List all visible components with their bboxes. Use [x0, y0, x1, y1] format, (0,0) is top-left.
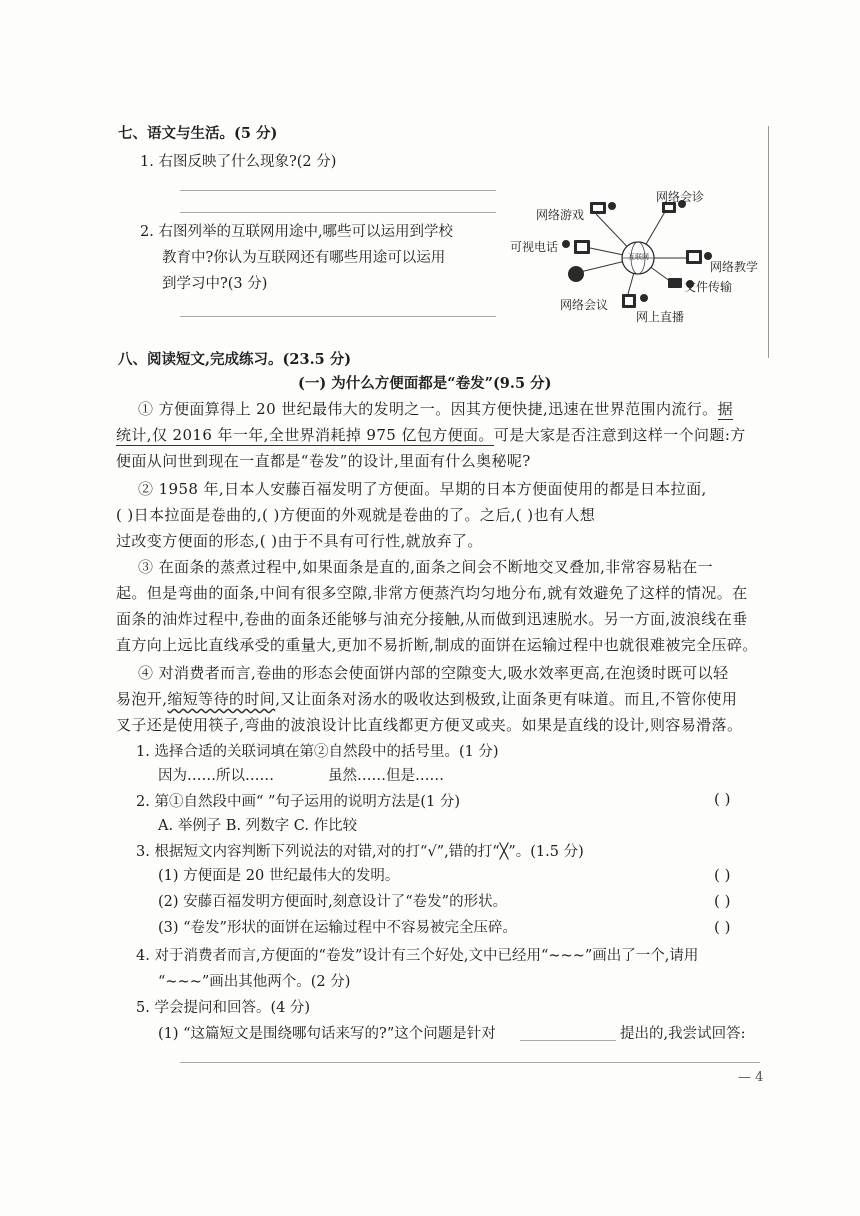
article-title: (一) 为什么方便面都是“卷发”(9.5 分) [298, 375, 552, 392]
exercise-3-item-3: (3) “卷发”形状的面饼在运输过程中不容易被完全压碎。 [158, 920, 517, 936]
network-diagram [510, 186, 770, 346]
answer-line[interactable] [180, 316, 496, 317]
paragraph-4-line-1: ④ 对消费者而言,卷曲的形态会使面饼内部的空隙变大,吸水效率更高,在泡烫时既可以轻 [138, 664, 729, 682]
exercise-3-item-1: (1) 方便面是 20 世纪最伟大的发明。 [158, 868, 400, 884]
network-label-consult: 网络会诊 [656, 190, 705, 204]
paragraph-3-line-2: 起。但是弯曲的面条,中间有很多空隙,非常方便蒸汽均匀地分布,就有效避免了这样的情况。在 [116, 584, 748, 602]
p1-underlined-start: 据 [717, 400, 733, 418]
network-label-meeting: 网络会议 [560, 298, 609, 312]
exercise-5: 5. 学会提问和回答。(4 分) [136, 1000, 311, 1016]
p4-text: ,又让面条对汤水的吸收达到极致,让面条更有味道。而且,不管你使用 [275, 690, 738, 708]
section7-q1: 1. 右图反映了什么现象?(2 分) [140, 154, 337, 170]
exercise-4-line-2: “~~~”画出其他两个。(2 分) [158, 974, 351, 990]
p1-text: 可是大家是否注意到这样一个问题:方 [493, 426, 746, 444]
p4-text: 易泡开, [116, 690, 168, 708]
paragraph-4-line-2 [116, 688, 737, 709]
p1-text: ① 方便面算得上 20 世纪最伟大的发明之一。因其方便快捷,迅速在世界范围内流行。 [138, 400, 718, 418]
paragraph-3-line-3: 面条的油炸过程中,卷曲的面条还能够与油充分接触,从而做到迅速脱水。另一方面,波浪线在垂 [116, 610, 748, 628]
paragraph-1-line-1 [138, 398, 733, 419]
paragraph-2-line-1: ② 1958 年,日本人安藤百福发明了方便面。早期的日本方便面使用的都是日本拉面, [138, 480, 707, 498]
paragraph-2-line-3: 过改变方便面的形态,( )由于不具有可行性,就放弃了。 [116, 532, 483, 550]
paragraph-3-line-4: 直方向上远比直线承受的重量大,更加不易折断,制成的面饼在运输过程中也就很难被完全压碎。 [116, 636, 758, 654]
section7-q2-line2: 教育中?你认为互联网还有哪些用途可以运用 [162, 250, 446, 266]
paragraph-3-line-1: ③ 在面条的蒸煮过程中,如果面条是直的,面条之间会不断地交叉叠加,非常容易粘在一 [138, 558, 714, 576]
network-label-video-call: 可视电话 [510, 240, 559, 254]
exercise-3: 3. 根据短文内容判断下列说法的对错,对的打“√”,错的打“╳”。(1.5 分) [136, 844, 584, 860]
exercise-2-options: A. 举例子 B. 列数字 C. 作比较 [158, 818, 358, 834]
p4-wavy-underlined: 缩短等待的时间 [167, 690, 276, 708]
answer-line[interactable] [180, 212, 496, 213]
p1-underlined-sentence: 统计,仅 2016 年一年,全世界消耗掉 975 亿包方便面。 [116, 426, 494, 444]
exercise-3-item-1-paren[interactable]: ( ) [714, 866, 731, 884]
network-label-file-transfer: 文件传输 [684, 280, 733, 294]
exercise-5-item-1-b: 提出的,我尝试回答: [620, 1026, 746, 1042]
paragraph-4-line-3: 叉子还是使用筷子,弯曲的波浪设计比直线都更方便叉或夹。如果是直线的设计,则容易滑落。 [116, 716, 743, 734]
exercise-2: 2. 第①自然段中画“ ”句子运用的说明方法是(1 分) [136, 794, 461, 810]
network-label-teaching: 网络教学 [710, 260, 759, 274]
exercise-3-item-2: (2) 安藤百福发明方便面时,刻意设计了“卷发”的形状。 [158, 894, 508, 910]
exercise-1: 1. 选择合适的关联词填在第②自然段中的括号里。(1 分) [136, 744, 499, 760]
paragraph-1-line-2 [116, 424, 746, 445]
exercise-1-option-1: 因为……所以…… [158, 768, 274, 784]
network-label-game: 网络游戏 [536, 208, 585, 222]
exercise-3-item-3-paren[interactable]: ( ) [714, 918, 731, 936]
section7-title: 七、语文与生活。(5 分) [118, 125, 278, 142]
exercise-1-option-2: 虽然……但是…… [328, 768, 444, 784]
network-label-center: 互联网 [628, 253, 649, 261]
exercise-5-item-1-a: (1) “这篇短文是围绕哪句话来写的?”这个问题是针对 [158, 1026, 496, 1042]
section7-q2-line1: 2. 右图列举的互联网用途中,哪些可以运用到学校 [140, 224, 454, 240]
exercise-4-line-1: 4. 对于消费者而言,方便面的“卷发”设计有三个好处,文中已经用“~~~”画出了一个,请用 [136, 948, 699, 964]
answer-line[interactable] [180, 190, 496, 191]
network-label-live: 网上直播 [636, 310, 685, 324]
exercise-2-answer-paren[interactable]: ( ) [714, 790, 731, 808]
page-number: — 4 [738, 1070, 764, 1085]
paragraph-2-line-2: ( )日本拉面是卷曲的,( )方便面的外观就是卷曲的了。之后,( )也有人想 [116, 506, 596, 524]
exercise-3-item-2-paren[interactable]: ( ) [714, 892, 731, 910]
paragraph-1-line-3: 便面从问世到现在一直都是“卷发”的设计,里面有什么奥秘呢? [116, 452, 531, 470]
answer-line[interactable] [180, 1062, 760, 1063]
section7-q2-line3: 到学习中?(3 分) [162, 276, 268, 292]
exercise-5-blank[interactable] [520, 1040, 616, 1041]
section8-title: 八、阅读短文,完成练习。(23.5 分) [118, 351, 352, 368]
